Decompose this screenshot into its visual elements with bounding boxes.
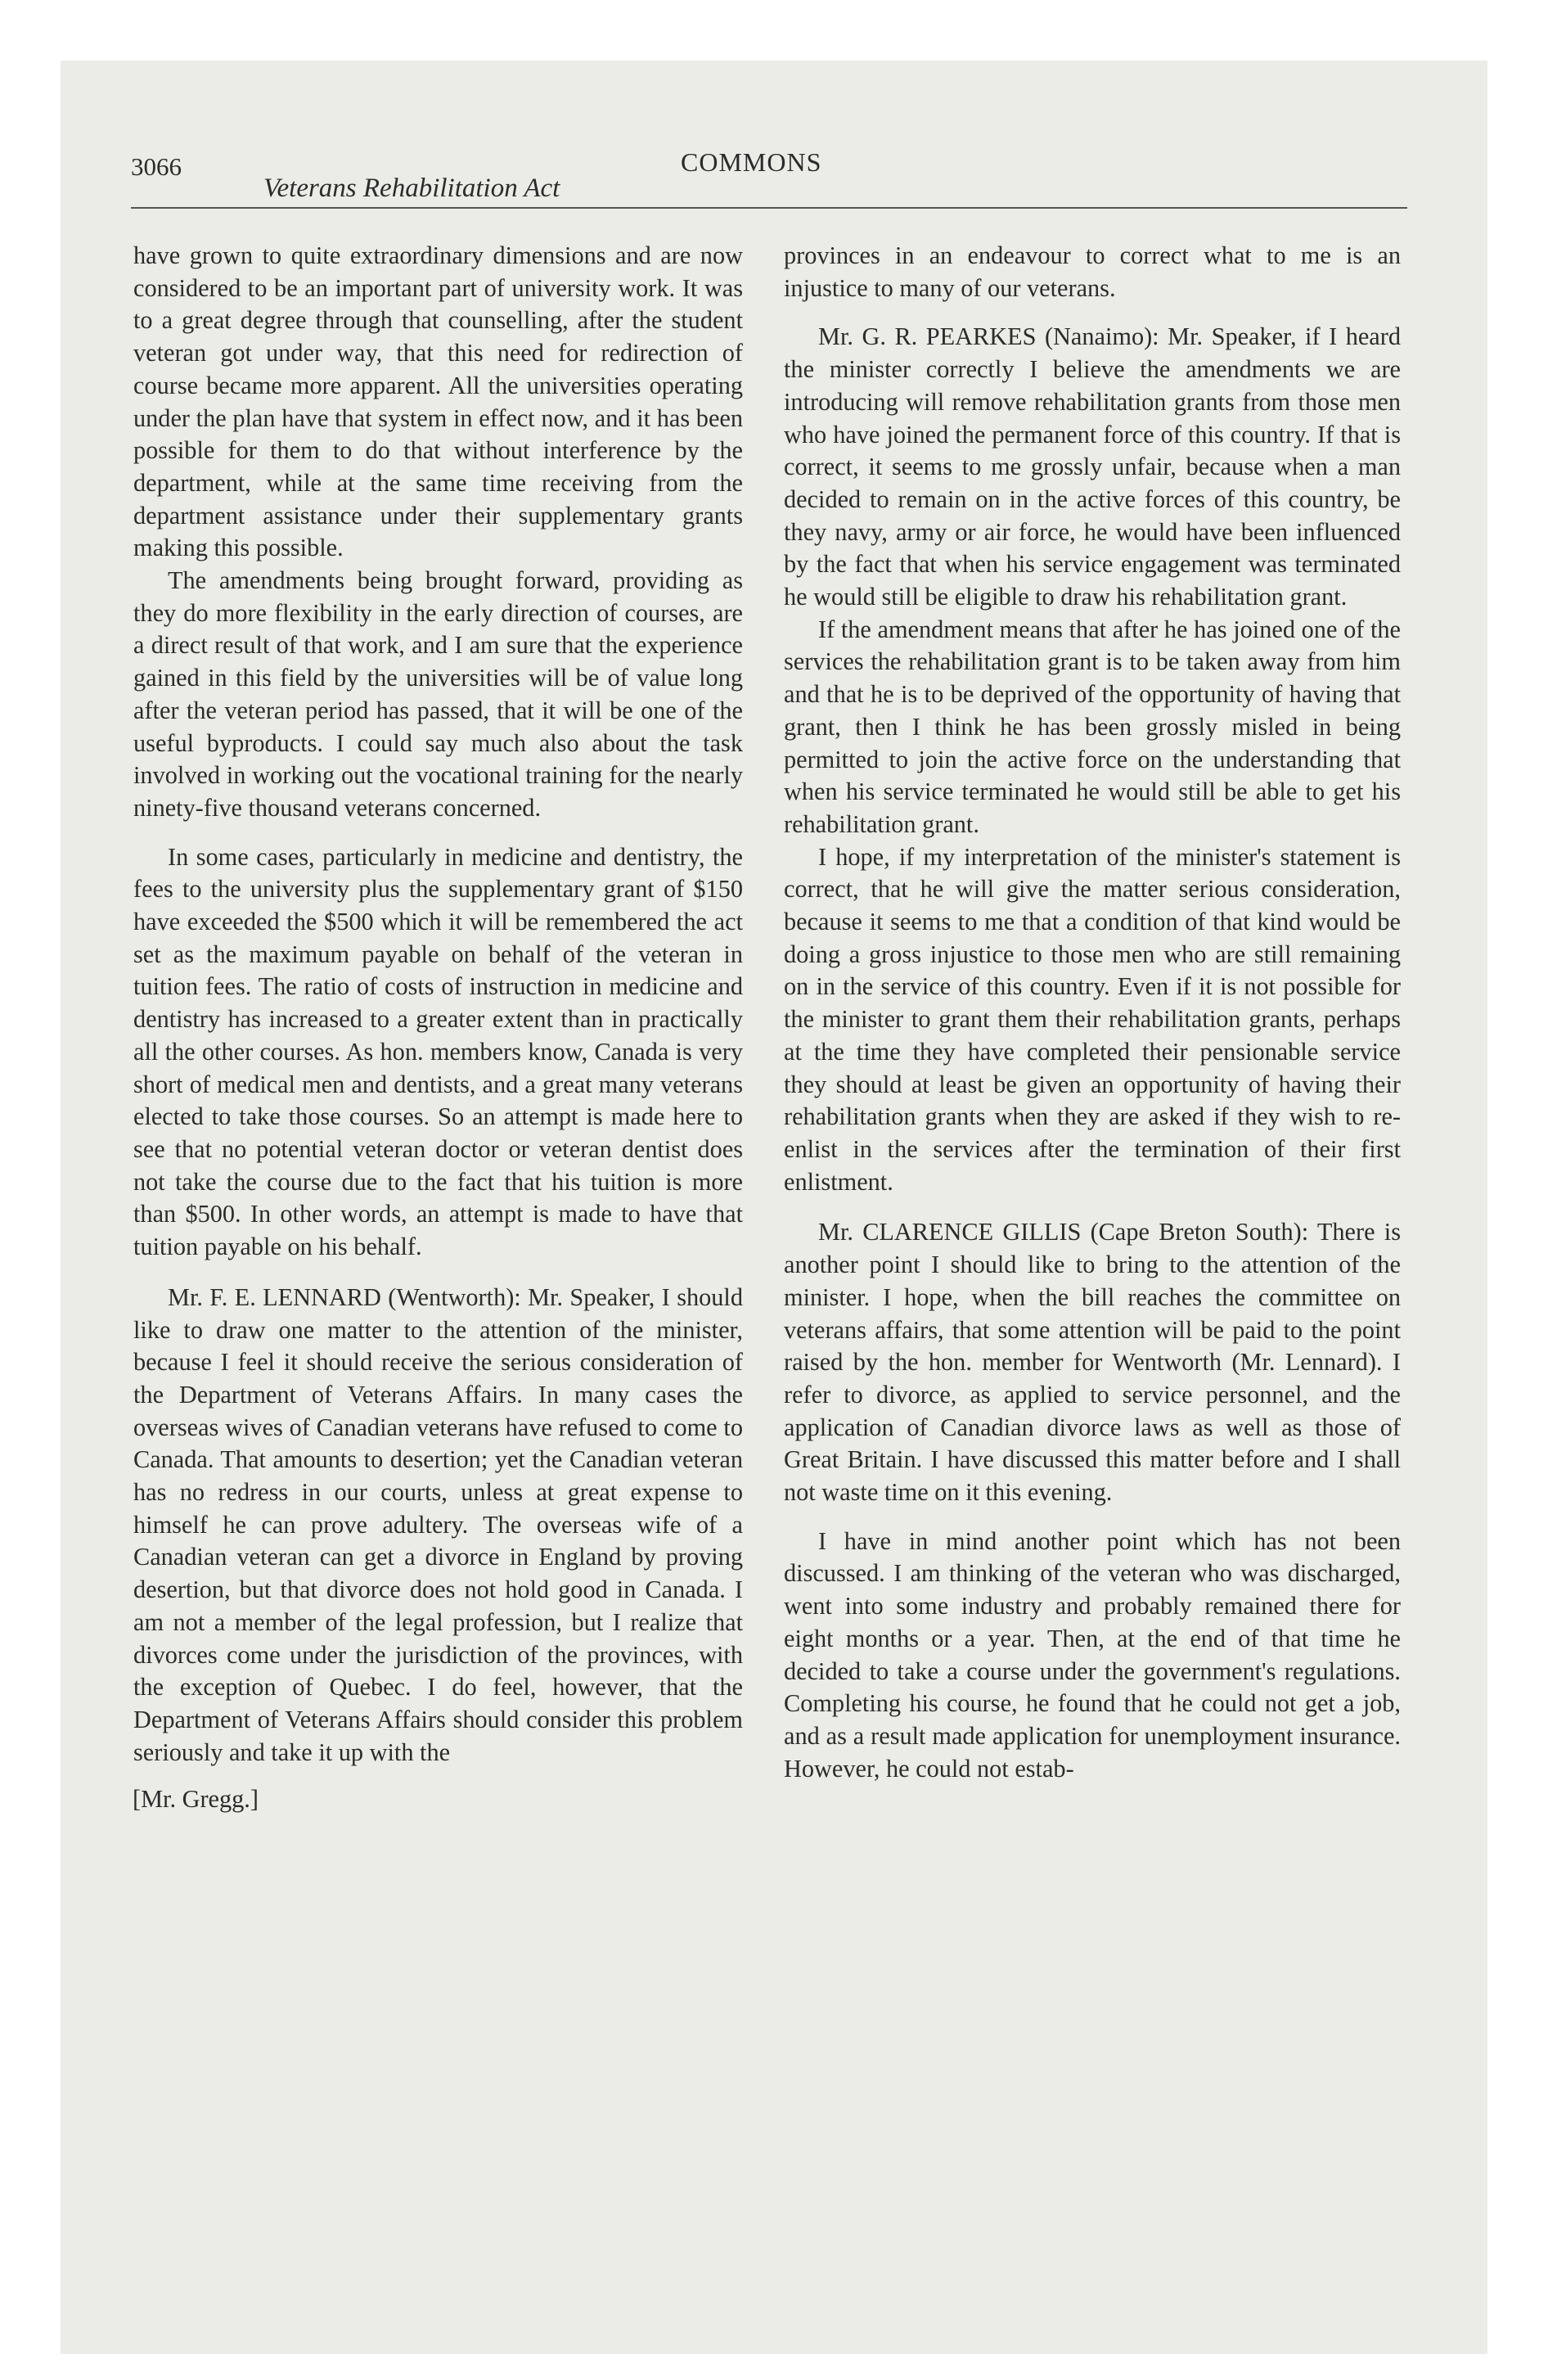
- page-number: 3066: [131, 152, 182, 181]
- paragraph: In some cases, particularly in medicine and dentistry, the fees to the university plus the supplementary grant of $150 have exceeded the $500 which it will be remembered the act set as the maximum payable on behalf of the veteran in tuition fees. The ratio of costs of instruction in medicine and dentistry has increased to a greater extent than in practically all the other courses. As hon. members know, Canada is very short of medical men and dentists, and a great many veterans elected to take those courses. So an attempt is made here to see that no potential veteran doctor or veteran dentist does not take the course due to the fact that his tuition is more than $500. In other words, an attempt is made to have that tuition payable on his behalf.: [133, 842, 743, 1261]
- speaker-reference: [Mr. Gregg.]: [133, 1785, 259, 1814]
- paragraph: The amendments being brought forward, providing as they do more flexibility in the early direction of courses, are a direct result of that work, and I am sure that the experience gained in this field by the universities will be of value long after the veteran period has passed, that it will be one of the useful byproducts. I could say much also about the task involved in working out the vocational training for the nearly ninety-five thousand veterans concerned.: [133, 566, 743, 822]
- paragraph: provinces in an endeavour to correct what to me is an injustice to many of our veterans.: [784, 241, 1401, 302]
- speaker-paragraph: Mr. CLARENCE GILLIS (Cape Breton South): There is another point I should like to bring to the attention of the minister. I hope, when the bill reaches the committee on veterans affairs, that some attention will be paid to the point raised by the hon. member for Wentworth (Mr. Lennard). I refer to divorce, as applied to service personnel, and the application of Canadian divorce laws as well as those of Great Britain. I have discussed this matter before and I shall not waste time on it this evening.: [784, 1218, 1401, 1507]
- paragraph: have grown to quite extraordinary dimensions and are now considered to be an important part of university work. It was to a great degree through that counselling, after the student veteran got under way, that this need for redirection of course became more apparent. All the universities operating under the plan have that system in effect now, and it has been possible for them to do that without interference by the department, while at the same time receiving from the department assistance under their supplementary grants making this possible.: [133, 241, 743, 562]
- left-column: [133, 240, 743, 1816]
- paragraph: If the amendment means that after he has joined one of the services the rehabilitation grant is to be taken away from him and that he is to be deprived of the opportunity of having that grant, then I think he has been grossly misled in being permitted to join the active force on the understanding that when his service terminated he would still be able to get his rehabilitation grant.: [784, 615, 1401, 838]
- speaker-paragraph: Mr. G. R. PEARKES (Nanaimo): Mr. Speaker, if I heard the minister correctly I believe the amendments we are introducing will remove rehabilitation grants from those men who have joined the permanent force of this country. If that is correct, it seems to me grossly unfair, because when a man decided to remain on in the active forces of this country, be they navy, army or air force, he would have been influenced by the fact that when his service engagement was terminated he would still be eligible to draw his rehabilitation grant.: [784, 322, 1401, 611]
- paragraph: I have in mind another point which has not been discussed. I am thinking of the veteran who was discharged, went into some industry and probably remained there for eight months or a year. Then, at the end of that time he decided to take a course under the government's regulations. Completing his course, he found that he could not get a job, and as a result made application for unemployment insurance. However, he could not estab-: [784, 1526, 1401, 1783]
- header-rule: [131, 207, 1407, 209]
- running-subtitle: Veterans Rehabilitation Act: [263, 174, 560, 203]
- running-title: COMMONS: [681, 147, 822, 177]
- paragraph: I hope, if my interpretation of the minister's statement is correct, that he will give the matter serious consideration, because it seems to me that a condition of that kind would be doing a gross injustice to those men who are still remaining on in the service of this country. Even if it is not possible for the minister to grant them their rehabilitation grants, perhaps at the time they have completed their pensionable service they should at least be given an opportunity of having their rehabilitation grants when they are asked if they wish to re-enlist in the services after the termination of their first enlistment.: [784, 842, 1401, 1196]
- right-column: [784, 240, 1401, 1785]
- speaker-paragraph: Mr. F. E. LENNARD (Wentworth): Mr. Speaker, I should like to draw one matter to the attention of the minister, because I feel it should receive the serious consideration of the Department of Veterans Affairs. In many cases the overseas wives of Canadian veterans have refused to come to Canada. That amounts to desertion; yet the Canadian veteran has no redress in our courts, unless at great expense to himself he can prove adultery. The overseas wife of a Canadian veteran can get a divorce in England by proving desertion, but that divorce does not hold good in Canada. I am not a member of the legal profession, but I realize that divorces come under the jurisdiction of the provinces, with the exception of Quebec. I do feel, however, that the Department of Veterans Affairs should consider this problem seriously and take it up with the: [133, 1282, 743, 1766]
